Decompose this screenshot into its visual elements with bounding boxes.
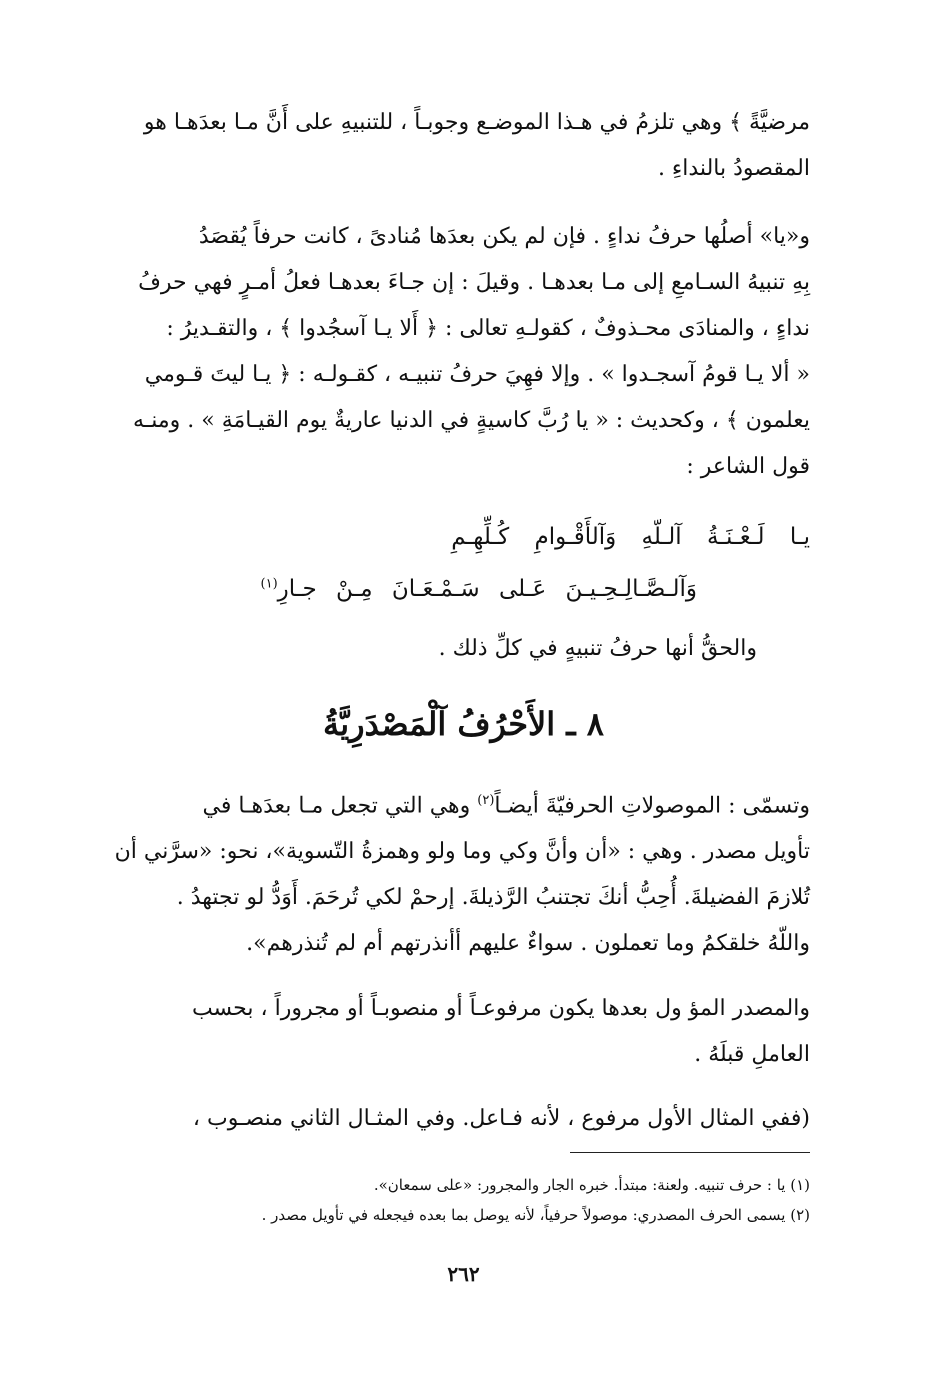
footnotes [110, 1170, 810, 1230]
paragraph-line: مرضيَّةً ﴾ وهي تلزمُ في هـذا الموضـع وجوبـاً ، للتنبيهِ على أَنَّ مـا بعدَهـا هو [143, 110, 810, 135]
paragraph-line [110, 778, 810, 829]
paragraph-line: (ففي المثال الأول مرفوع ، لأنه فـاعل. وفي المثـال الثاني منصـوب ، [192, 1106, 810, 1131]
paragraph-line: والمصدر المؤ ول بعدها يكون مرفوعـاً أو منصوبـاً أو مجروراً ، بحسب [191, 996, 810, 1021]
footnote-ref-2: (٢) [477, 793, 495, 808]
poem-verse-second-hemistich [57, 576, 697, 602]
paragraph-line: نداءٍ ، والمنادَى محـذوفٌ ، كقولـهِ تعالى : ﴿ أَلا يـا آسجُدوا ﴾ ، والتقـديرُ : [166, 316, 810, 341]
paragraph-line: تُلازمَ الفضيلةَ. أُحِبُّ أنكَ تجتنبُ الرَّذيلةَ. إرحمْ لكي تُرحَمَ. أَوَدُّ لو تجتهدُ . [176, 885, 810, 911]
conclusion-line: والحقُّ أنها حرفُ تنبيهٍ في كلِّ ذلك . [438, 636, 757, 661]
poem-verse-text: وَآلـصَّـالِـحِـيـنَ عَـلى سَـمْـعَـانَ مِـنْ جـارِ [277, 576, 697, 602]
paragraph-line: يعلمون ﴾ ، وكحديث : « يا رُبَّ كاسيةٍ في الدنيا عاريةٌ يوم القيـامَةِ » . ومنـه [132, 408, 810, 433]
paragraph-3 [110, 778, 810, 967]
footnote-2: (٢) يسمى الحرف المصدري: موصولاً حرفياً، لأنه يوصل بما بعده فيجعله في تأويل مصدر . [261, 1206, 810, 1224]
paragraph-line: العاملِ قبلَهُ . [694, 1042, 810, 1067]
paragraph-line-end: وهي التي تجعل مـا بعدَهـا في [202, 793, 478, 819]
paragraph-4 [110, 986, 810, 1078]
paragraph-line-start: وتسمّى : الموصولاتِ الحرفيّةَ أيضـاً [494, 793, 810, 819]
paragraph-1 [110, 100, 810, 192]
paragraph-line: المقصودُ بالنداءِ . [657, 156, 810, 181]
poem-verse-first-hemistich: يـا لَـعْـنَـةُ آلـلّهِ وَآلأَقْـوامِ كُـلِّهِـمِ [451, 524, 810, 550]
paragraph-line: و«يا» أصلُها حرفُ نداءٍ . فإن لم يكن بعدَها مُنادىً ، كانت حرفاً يُقصَدُ [198, 224, 810, 249]
paragraph-line: « ألا يـا قومُ آسجـدوا » . وإلا فهِيَ حرفُ تنبيـه ، كقـولـه : ﴿ يـا ليتَ قـومي [144, 362, 810, 387]
footnote-ref-1: (١) [260, 576, 278, 592]
paragraph-line: قول الشاعر : [686, 454, 810, 479]
paragraph-line: تأويل مصدر . وهي : «أن وأنَّ وكي وما ولو وهمزةُ التّسوية»، نحو: «سرَّني أن [114, 839, 810, 865]
paragraph-2 [110, 214, 810, 490]
footnote-1: (١) يا : حرف تنبيه. ولعنة: مبتدأ. خبره الجار والمجرور: «على سمعان». [373, 1176, 810, 1194]
section-heading: ٨ ـ الأَحْرُفُ آلْمَصْدَرِيَّةُ [323, 705, 604, 743]
page-number: ٢٦٢ [447, 1262, 480, 1286]
paragraph-line: بِهِ تنبيهُ السـامعِ إلى مـا بعدهـا . وقيلَ : إن جـاءَ بعدهـا فعلُ أمـرٍ فهي حرفُ [138, 270, 810, 295]
footnote-divider [570, 1152, 810, 1153]
paragraph-5 [110, 1096, 810, 1142]
paragraph-line: واللّهُ خلقكمُ وما تعملون . سواءٌ عليهم أأنذرتهم أم لم تُنذرهم». [246, 931, 810, 957]
